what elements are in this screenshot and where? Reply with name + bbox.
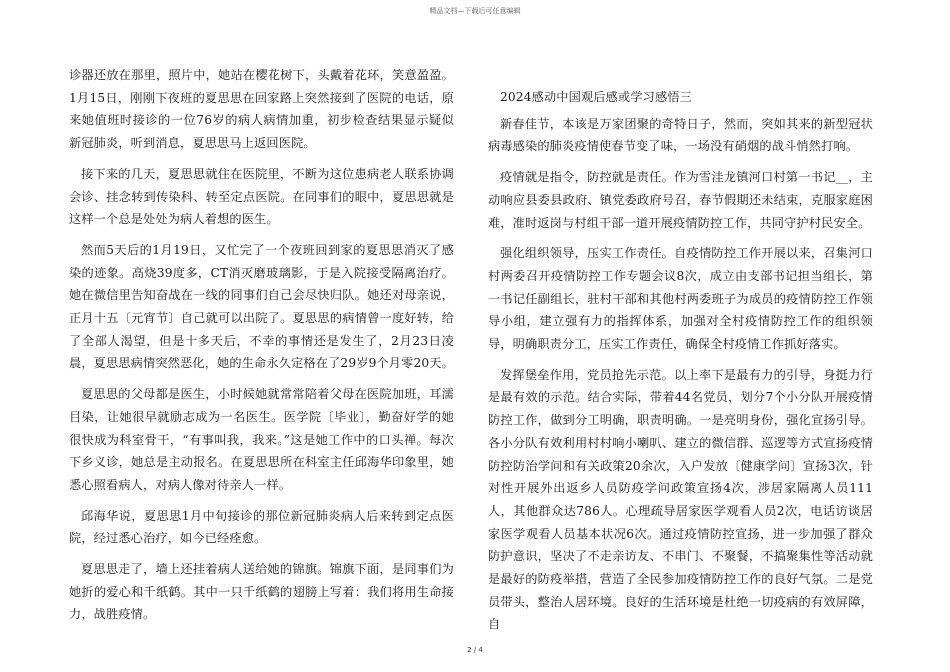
paragraph: 新春佳节，本该是万家团聚的奇特日子，然而，突如其来的新型冠状病毒感染的肺炎疫情使春节变了味，一场没有硝烟的战斗悄然打响。 bbox=[488, 116, 873, 154]
page-number: 2 / 4 bbox=[467, 646, 483, 654]
paragraph: 夏思思的父母都是医生，小时候她就常常陪着父母在医院加班，耳濡目染，让她很早就励志成为一名医生。医学院〔毕业〕，勤奋好学的她很快成为科室骨干，“有事叫我，我来。”这是她工作中的口头禅。每次下乡义诊，她总是主动报名。在夏思思所在科室主任邱海华印象里，她悉心照看病人，对病人像对待亲人一样。 bbox=[69, 387, 454, 492]
left-column bbox=[69, 64, 454, 634]
paragraph: 接下来的几天，夏思思就住在医院里，不断为这位患病老人联系协调会诊、挂念转到传染科、转至定点医院。在同事们的眼中，夏思思就是这样一个总是处处为病人着想的医生。 bbox=[69, 166, 454, 227]
paragraph: 夏思思走了，墙上还挂着病人送给她的锦旗。锦旗下面，是同事们为她折的爱心和千纸鹤。其中一只千纸鹤的翅膀上写着：我们将用生命接力，战胜疫情。 bbox=[69, 562, 454, 622]
paragraph: 强化组织领导，压实工作责任。自疫情防控工作开展以来，召集河口村两委召开疫情防控工作专题会议8次，成立由支部书记担当组长，第一书记任副组长，驻村干部和其他村两委班子为成员的疫情防控工作领导小组，建立强有力的指挥体系，加强对全村疫情防控工作的组织领导，明确职责分工，压实工作责任，确保全村疫情工作抓好落实。 bbox=[488, 246, 873, 352]
right-column bbox=[488, 64, 873, 644]
paragraph: 然而5天后的1月19日，又忙完了一个夜班回到家的夏思思消灭了感染的迹象。高烧39度多，CT消灭磨玻璃影，于是入院接受隔离治疗。她在微信里告知奋战在一线的同事们自己会尽快归队。她还对母亲说，正月十五〔元宵节〕自己就可以出院了。夏思思的病情曾一度好转，给了全部人渴望，但是十多天后，不幸的事情还是发生了，2月23日凌晨，夏思思病情突然恶化，她的生命永久定格在了29岁9个月零20天。 bbox=[69, 242, 454, 371]
section-title: 2024感动中国观后感或学习感悟三 bbox=[500, 90, 693, 104]
paragraph: 诊器还放在那里，照片中，她站在樱花树下，头戴着花环，笑意盈盈。1月15日，刚刚下夜班的夏思思在回家路上突然接到了医院的电话，原来她值班时接诊的一位76岁的病人病情加重，初步检查结果显示疑似新冠肺炎，听到消息，夏思思马上返回医院。 bbox=[69, 68, 454, 151]
paragraph: 疫情就是指令，防控就是责任。作为雪洼龙镇河口村第一书记__，主动响应县委县政府、镇党委政府号召，春节假期还未结束，克服家庭困难，准时返岗与村组干部一道开展疫情防控工作，共同守护村民安全。 bbox=[488, 170, 873, 230]
paragraph: 邱海华说，夏思思1月中旬接诊的那位新冠肺炎病人后来转到定点医院，经过悉心治疗，如今已经痊愈。 bbox=[69, 508, 454, 546]
page-header: 精品文档—下载后可任意编辑 bbox=[429, 7, 521, 15]
paragraph: 发挥堡垒作用，党员抢先示范。以上率下是最有力的引导，身挺力行是最有效的示范。结合实际，带着44名党员，划分7个小分队开展疫情防控工作，做到分工明确，职责明确。一是亮明身份，强化宣扬引导。各小分队有效利用村村响小喇叭、建立的微信群、巡逻等方式宣扬疫情防控防治学问和有关政策20余次，入户发放〔健康学问〕宣扬3次，针对性开展外出返乡人员防疫学问政策宣扬4次，涉居家隔离人员111人，其他群众达786人。心理疏导居家医学观看人员2次，电话访谈居家医学观看人员基本状况6次。通过疫情防控宣扬，进一步加强了群众防护意识，坚决了不走亲访友、不串门、不聚餐，不搞聚集性等活动就是最好的防疫举措，营造了全民参加疫情防控工作的良好气氛。二是党员带头，整治人居环境。良好的生活环境是杜绝一切疫病的有效屏障，自 bbox=[488, 367, 873, 632]
